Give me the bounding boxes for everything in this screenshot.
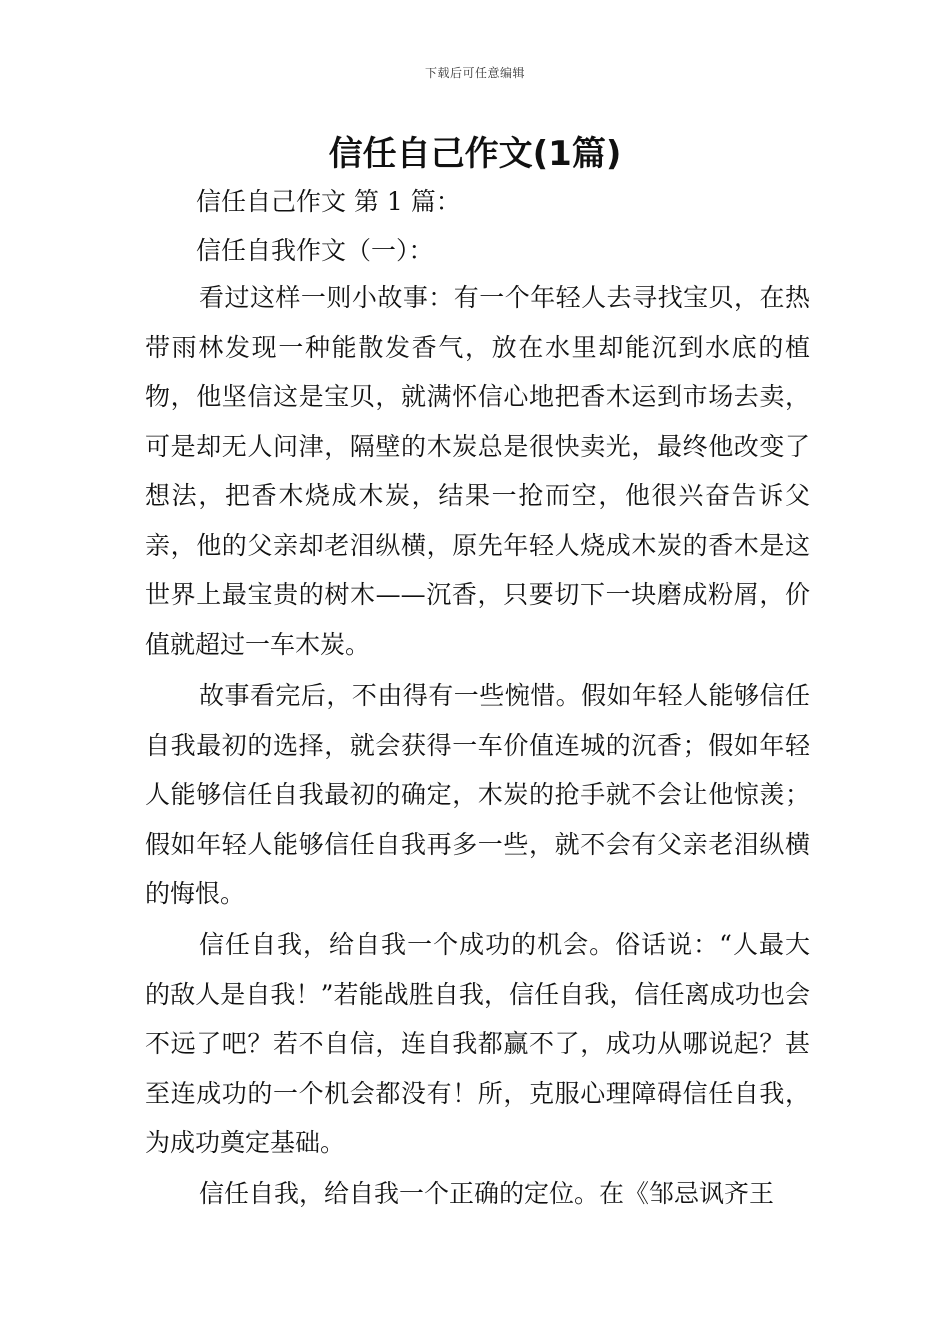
paragraph-story: 看过这样一则小故事：有一个年轻人去寻找宝贝，在热带雨林发现一种能散发香气，放在水里却能沉到水底的植物，他坚信这是宝贝，就满怀信心地把香木运到市场去卖，可是却无人问津，隔壁的木炭总是很快卖光，最终他改变了想法，把香木烧成木炭，结果一抢而空，他很兴奋告诉父亲，他的父亲却老泪纵横，原先年轻人烧成木炭的香木是这世界上最宝贵的树木——沉香，只要切下一块磨成粉屑，价值就超过一车木炭。 [145,283,810,659]
subtitle-section: 信任自我作文（一）： [196,236,434,265]
paragraph-trust-opportunity: 信任自我，给自我一个成功的机会。俗话说：“人最大的敌人是自我！”若能战胜自我，信任自我，信任离成功也会不远了吧？若不自信，连自我都赢不了，成功从哪说起？甚至连成功的一个机会都没有！所，克服心理障碍信任自我，为成功奠定基础。 [145,930,810,1157]
document-title: 信任自己作文(1篇) [328,134,622,174]
subtitle-article-number: 信任自己作文 第 1 篇： [196,187,461,216]
page-header-note: 下载后可任意编辑 [424,66,525,80]
paragraph-trust-position: 信任自我，给自我一个正确的定位。在《邹忌讽齐王 [199,1179,775,1208]
paragraph-reflection: 故事看完后，不由得有一些惋惜。假如年轻人能够信任自我最初的选择，就会获得一车价值连城的沉香；假如年轻人能够信任自我最初的确定，木炭的抢手就不会让他惊羡；假如年轻人能够信任自我再多一些，就不会有父亲老泪纵横的悔恨。 [145,681,810,908]
